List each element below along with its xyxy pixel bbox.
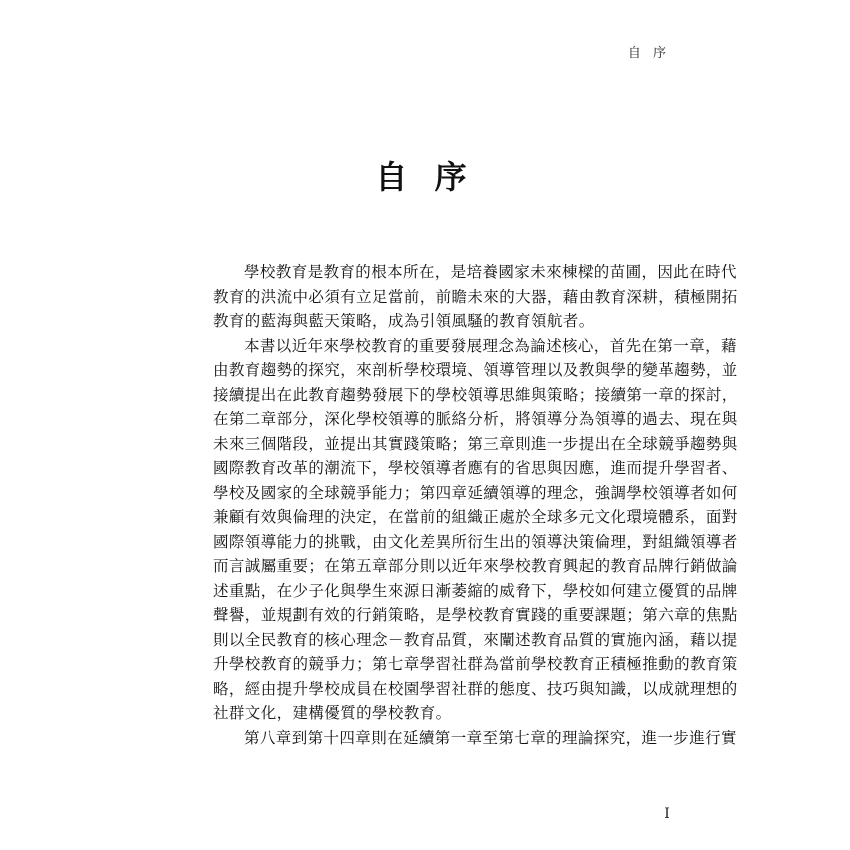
running-head: 自 序 [627,46,670,61]
text-line: 社群文化，建構優質的學校教育。 [213,704,452,722]
text-line: 教育的藍海與藍天策略，成為引領風騷的教育領航者。 [213,312,595,330]
text-line: 升學校教育的競爭力；第七章學習社群為當前學校教育正積極推動的教育策 [213,655,738,673]
text-line: 接續提出在此教育趨勢發展下的學校領導思維與策略；接續第一章的探討， [213,385,738,404]
text-line: 國際教育改革的潮流下，學校領導者應有的省思與因應，進而提升學習者、 [213,459,738,477]
body-text [213,260,738,750]
text-line: 則以全民教育的核心理念－教育品質，來闡述教育品質的實施內涵，藉以提 [213,630,738,649]
text-line: 聲譽，並規劃有效的行銷策略，是學校教育實踐的重要課題；第六章的焦點 [213,606,738,624]
text-line: 學校及國家的全球競爭能力；第四章延續領導的理念，強調學校領導者如何 [213,483,738,502]
text-line: 第八章到第十四章則在延續第一章至第七章的理論探究，進一步進行實 [244,728,737,747]
text-line: 在第二章部分，深化學校領導的脈絡分析，將領導分為領導的過去、現在與 [213,410,738,428]
text-line: 國際領導能力的挑戰，由文化差異所衍生出的領導決策倫理，對組織領導者 [213,532,738,551]
page-title: 自 序 [375,158,475,196]
text-line: 教育的洪流中必須有立足當前，前瞻未來的大器，藉由教育深耕，積極開拓 [213,287,738,306]
paragraph-3 [213,726,737,751]
text-line: 而言誠屬重要；在第五章部分則以近年來學校教育興起的教育品牌行銷做論 [213,557,738,575]
text-line: 述重點，在少子化與學生來源日漸萎縮的威脅下，學校如何建立優質的品牌 [213,581,738,600]
text-line: 學校教育是教育的根本所在，是培養國家未來棟樑的苗圃，因此在時代 [244,263,737,281]
text-line: 由教育趨勢的探究，來剖析學校環境、領導管理以及教與學的變革趨勢，並 [213,361,738,379]
text-line: 略，經由提升學校成員在校園學習社群的態度、技巧與知識，以成就理想的 [213,679,738,698]
paragraph-1 [213,260,738,334]
text-line: 兼顧有效與倫理的決定，在當前的組織正處於全球多元文化環境體系，面對 [213,508,738,526]
paragraph-2 [213,334,738,726]
page-number: I [664,806,670,822]
text-line: 未來三個階段，並提出其實踐策略；第三章則進一步提出在全球競爭趨勢與 [213,434,738,453]
text-line: 本書以近年來學校教育的重要發展理念為論述核心，首先在第一章，藉 [244,336,737,355]
